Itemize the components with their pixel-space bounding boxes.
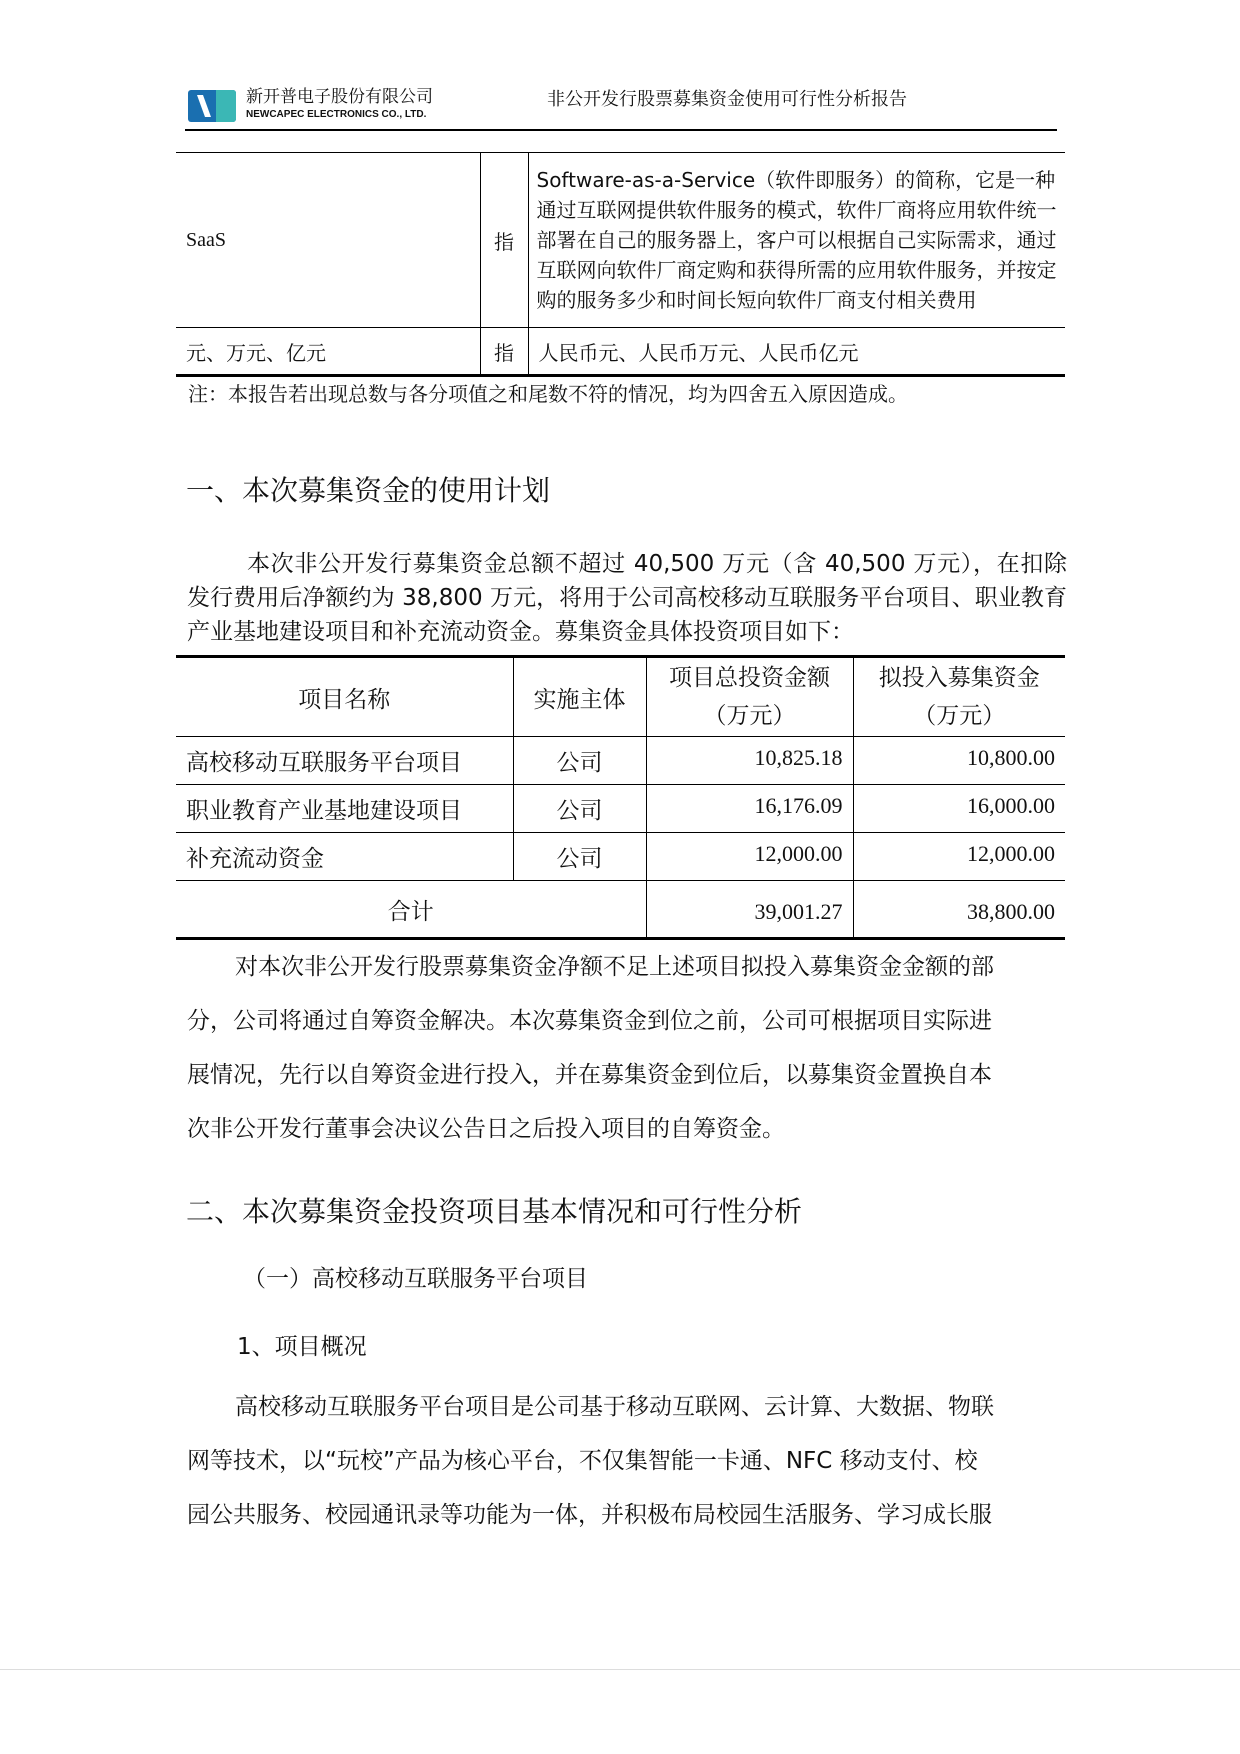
cell: 高校移动互联服务平台项目 — [176, 737, 513, 785]
subsection-heading: （一）高校移动互联服务平台项目 — [243, 1266, 588, 1292]
header-divider — [185, 129, 1057, 131]
term: SaaS — [176, 153, 480, 328]
document-title: 非公开发行股票募集资金使用可行性分析报告 — [547, 89, 907, 110]
company-name-cn: 新开普电子股份有限公司 — [246, 87, 433, 107]
cell: 公司 — [513, 833, 646, 881]
cell: 补充流动资金 — [176, 833, 513, 881]
table-header-row — [176, 657, 1065, 737]
separator: 指 — [480, 328, 528, 376]
paragraph-line: 分，公司将通过自筹资金解决。本次募集资金到位之前，公司可根据项目实际进 — [187, 1008, 992, 1034]
col-header: 项目总投资金额（万元） — [646, 657, 853, 737]
table-row — [176, 328, 1065, 376]
paragraph-line: 园公共服务、校园通讯录等功能为一体，并积极布局校园生活服务、学习成长服 — [187, 1502, 992, 1528]
paragraph-line: 对本次非公开发行股票募集资金净额不足上述项目拟投入募集资金金额的部 — [235, 954, 994, 980]
paragraph-line: 展情况，先行以自筹资金进行投入，并在募集资金到位后，以募集资金置换自本 — [187, 1062, 992, 1088]
table-row — [176, 153, 1065, 328]
paragraph: 本次非公开发行募集资金总额不超过 40,500 万元（含 40,500 万元），在扣除发行费用后净额约为 38,800 万元，将用于公司高校移动互联服务平台项目、职业教育产业基地建设项目和补充流动资金。募集资金具体投资项目如下： — [187, 551, 1067, 645]
cell: 16,000.00 — [853, 785, 1065, 833]
paragraph-line: 次非公开发行董事会决议公告日之后投入项目的自筹资金。 — [187, 1116, 785, 1142]
cell: 职业教育产业基地建设项目 — [176, 785, 513, 833]
cell: 公司 — [513, 737, 646, 785]
term: 元、万元、亿元 — [176, 328, 480, 376]
paragraph-line: 高校移动互联服务平台项目是公司基于移动互联网、云计算、大数据、物联 — [235, 1394, 994, 1420]
section-heading: 二、本次募集资金投资项目基本情况和可行性分析 — [186, 1195, 803, 1228]
cell: 合计 — [176, 881, 646, 939]
cell: 12,000.00 — [853, 833, 1065, 881]
subsubsection-heading: 1、项目概况 — [237, 1334, 367, 1360]
definitions-table — [176, 152, 1065, 377]
definition — [528, 153, 1065, 328]
cell: 10,800.00 — [853, 737, 1065, 785]
section-heading: 一、本次募集资金的使用计划 — [186, 474, 551, 507]
separator: 指 — [480, 153, 528, 328]
col-header: 项目名称 — [176, 657, 513, 737]
cell: 39,001.27 — [646, 881, 853, 939]
definition-text: Software-as-a-Service（软件即服务）的简称，它是一种通过互联网提供软件服务的模式，软件厂商将应用软件统一部署在自己的服务器上，客户可以根据自己实际需求，通过互联网向软件厂商定购和获得所需的应用软件服务，并按定购的服务多少和时间长短向软件厂商支付相关费用 — [536, 168, 1057, 312]
company-name-en: NEWCAPEC ELECTRONICS CO., LTD. — [246, 109, 427, 120]
cell: 10,825.18 — [646, 737, 853, 785]
definition: 人民币元、人民币万元、人民币亿元 — [528, 328, 1065, 376]
table-row — [176, 737, 1065, 785]
document-body — [0, 152, 1240, 1542]
footnote: 注：本报告若出现总数与各分项值之和尾数不符的情况，均为四舍五入原因造成。 — [188, 382, 908, 406]
table-row — [176, 833, 1065, 881]
company-logo — [188, 90, 236, 122]
cell: 12,000.00 — [646, 833, 853, 881]
table-row — [176, 785, 1065, 833]
page-bottom-border — [0, 1669, 1240, 1670]
table-total-row — [176, 881, 1065, 939]
paragraph-line: 网等技术，以“玩校”产品为核心平台，不仅集智能一卡通、NFC 移动支付、校 — [187, 1448, 978, 1474]
col-header: 实施主体 — [513, 657, 646, 737]
cell: 16,176.09 — [646, 785, 853, 833]
cell: 38,800.00 — [853, 881, 1065, 939]
col-header: 拟投入募集资金（万元） — [853, 657, 1065, 737]
investment-table — [176, 655, 1065, 940]
cell: 公司 — [513, 785, 646, 833]
